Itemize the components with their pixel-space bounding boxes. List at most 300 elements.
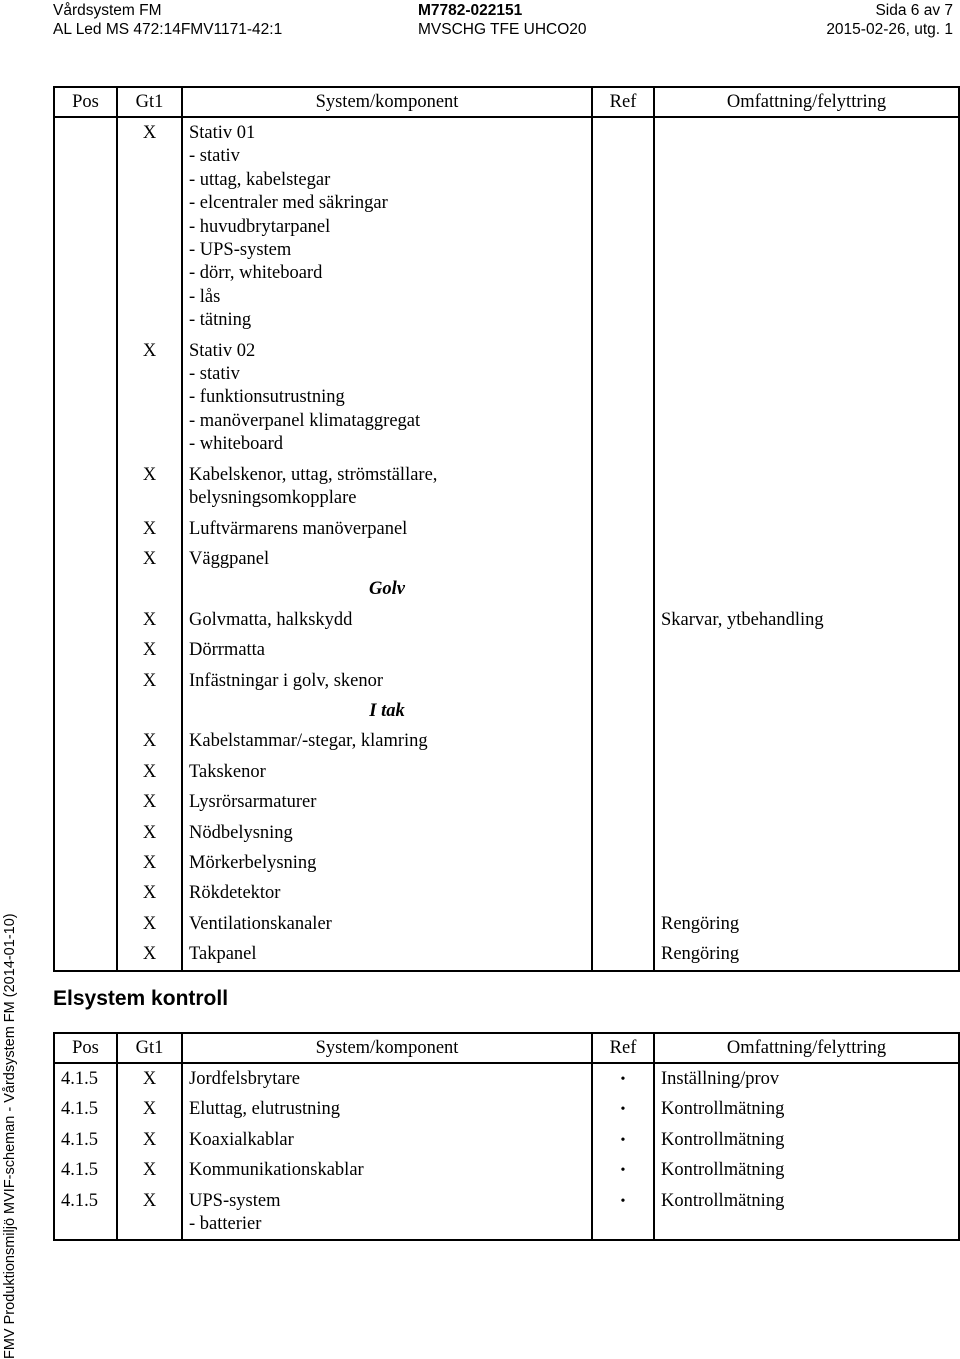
- section-title: Elsystem kontroll: [53, 987, 229, 1010]
- pos-value: 4.1.5: [61, 1129, 98, 1150]
- column-header-pos: Pos: [54, 87, 117, 117]
- pos-value: [61, 818, 116, 825]
- system-lines: [189, 757, 591, 787]
- gt1-mark: X: [142, 792, 157, 813]
- table-row: [54, 635, 959, 665]
- table-row: [54, 878, 959, 908]
- gt1-cell: [117, 848, 182, 878]
- pos-value: [61, 909, 116, 916]
- gt1-cell: [117, 574, 182, 604]
- system-component-line: Takskenor: [189, 761, 266, 782]
- ref-cell: [592, 514, 654, 544]
- column-header-gt1: Gt1: [117, 87, 182, 117]
- ref-cell: [592, 726, 654, 756]
- system-component-line: Jordfelsbrytare: [189, 1069, 300, 1089]
- system-component-line: - UPS-system: [189, 240, 292, 261]
- column-header-system: System/komponent: [182, 1033, 592, 1063]
- system-cell: [182, 1186, 592, 1241]
- system-cell: [182, 666, 592, 696]
- ref-cell: [592, 848, 654, 878]
- pos-cell: [54, 544, 117, 574]
- gt1-mark: X: [142, 464, 157, 485]
- table-header-row: [54, 87, 959, 117]
- gt1-cell: [117, 336, 182, 460]
- ref-bullet-icon: [593, 605, 653, 612]
- pos-value: 4.1.5: [61, 1069, 98, 1089]
- column-header-ref: Ref: [592, 87, 654, 117]
- omfattning-value: [661, 818, 958, 825]
- document-code: MVSCHG TFE UHCO20: [418, 21, 587, 38]
- gt1-cell: [117, 635, 182, 665]
- omfattning-cell: [654, 1186, 959, 1241]
- pos-cell: [54, 1186, 117, 1241]
- gt1-cell: [117, 514, 182, 544]
- column-header-omfattning: Omfattning/felyttring: [654, 1033, 959, 1063]
- omfattning-cell: [654, 818, 959, 848]
- ref-cell: [592, 460, 654, 514]
- omfattning-value: Rengöring: [661, 944, 740, 965]
- ref-cell: [592, 635, 654, 665]
- pos-value: [61, 544, 116, 551]
- gt1-mark: X: [142, 883, 157, 904]
- pos-value: [61, 848, 116, 855]
- pos-cell: [54, 635, 117, 665]
- omfattning-cell: [654, 336, 959, 460]
- system-component-line: Infästningar i golv, skenor: [189, 670, 384, 691]
- system-lines: [189, 514, 591, 544]
- system-cell: [182, 726, 592, 756]
- system-component-line: Kommunikationskablar: [189, 1160, 364, 1181]
- pos-value: [61, 878, 116, 885]
- system-component-line: Rökdetektor: [189, 883, 281, 904]
- section-heading: [182, 574, 592, 604]
- system-cell: [182, 818, 592, 848]
- system-cell: [182, 117, 592, 336]
- gt1-cell: [117, 460, 182, 514]
- omfattning-cell: [654, 909, 959, 939]
- system-lines: [189, 1155, 591, 1185]
- table-row: [54, 1155, 959, 1185]
- ref-bullet-icon: [593, 909, 653, 916]
- table-row: [54, 757, 959, 787]
- omfattning-cell: [654, 574, 959, 604]
- omfattning-cell: [654, 544, 959, 574]
- omfattning-value: [661, 726, 958, 733]
- pos-cell: [54, 848, 117, 878]
- pos-value: 4.1.5: [61, 1160, 98, 1181]
- column-header-omfattning: Omfattning/felyttring: [654, 87, 959, 117]
- table-row: [54, 544, 959, 574]
- system-cell: [182, 909, 592, 939]
- system-component-line: Kabelskenor, uttag, strömställare,: [189, 464, 438, 485]
- gt1-mark: X: [142, 1069, 157, 1089]
- ref-cell: [592, 1155, 654, 1185]
- gt1-mark: X: [142, 518, 157, 539]
- system-component-line: - whiteboard: [189, 434, 284, 455]
- omfattning-value: [661, 787, 958, 794]
- table-section-heading-row: [54, 696, 959, 726]
- pos-cell: [54, 787, 117, 817]
- gt1-cell: [117, 909, 182, 939]
- omfattning-cell: [654, 939, 959, 970]
- system-component-line: belysningsomkopplare: [189, 488, 357, 509]
- system-lines: [189, 878, 591, 908]
- maintenance-table-1: [53, 86, 960, 972]
- column-header-gt1: Gt1: [117, 1033, 182, 1063]
- omfattning-cell: [654, 1063, 959, 1094]
- table-row: [54, 666, 959, 696]
- gt1-cell: [117, 1186, 182, 1241]
- system-lines: [189, 939, 591, 969]
- omfattning-cell: [654, 1125, 959, 1155]
- system-lines: [189, 118, 591, 336]
- column-header-pos: Pos: [54, 1033, 117, 1063]
- system-component-line: Takpanel: [189, 944, 257, 965]
- gt1-cell: [117, 818, 182, 848]
- system-cell: [182, 787, 592, 817]
- table-row: [54, 514, 959, 544]
- pos-value: [61, 726, 116, 733]
- column-header-ref: Ref: [592, 1033, 654, 1063]
- system-component-line: - batterier: [189, 1214, 262, 1235]
- ref-cell: [592, 336, 654, 460]
- section-heading: [182, 696, 592, 726]
- omfattning-cell: [654, 726, 959, 756]
- system-lines: [189, 909, 591, 939]
- pos-cell: [54, 1063, 117, 1094]
- ref-bullet-icon: [593, 818, 653, 825]
- system-component-line: - manöverpanel klimataggregat: [189, 410, 421, 431]
- ref-bullet-icon: [593, 878, 653, 885]
- pos-cell: [54, 117, 117, 336]
- gt1-mark: X: [142, 852, 157, 873]
- system-component-line: Ventilationskanaler: [189, 913, 332, 934]
- pos-cell: [54, 1094, 117, 1124]
- pos-cell: [54, 1125, 117, 1155]
- ref-cell: [592, 1125, 654, 1155]
- system-lines: [189, 1094, 591, 1124]
- table-row: [54, 1186, 959, 1241]
- ref-bullet-icon: •: [620, 1132, 626, 1148]
- gt1-mark: X: [142, 670, 157, 691]
- omfattning-value: [661, 118, 958, 125]
- header-center: [418, 1, 587, 39]
- pos-cell: [54, 909, 117, 939]
- system-cell: [182, 1063, 592, 1094]
- system-component-line: Nödbelysning: [189, 822, 293, 843]
- omfattning-cell: [654, 1155, 959, 1185]
- omfattning-value: Kontrollmätning: [661, 1190, 785, 1211]
- ref-cell: [592, 117, 654, 336]
- pos-cell: [54, 574, 117, 604]
- system-lines: [189, 635, 591, 665]
- ref-cell: [592, 544, 654, 574]
- gt1-cell: [117, 544, 182, 574]
- pos-cell: [54, 666, 117, 696]
- pos-cell: [54, 336, 117, 460]
- document-number: M7782-022151: [418, 2, 523, 19]
- system-cell: [182, 635, 592, 665]
- column-header-system: System/komponent: [182, 87, 592, 117]
- omfattning-value: Kontrollmätning: [661, 1160, 785, 1181]
- ref-cell: [592, 909, 654, 939]
- table-header-row: [54, 1033, 959, 1063]
- ref-cell: [592, 574, 654, 604]
- gt1-cell: [117, 666, 182, 696]
- pos-value: [61, 635, 116, 642]
- pos-cell: [54, 878, 117, 908]
- omfattning-value: [661, 878, 958, 885]
- omfattning-cell: [654, 696, 959, 726]
- system-lines: [189, 336, 591, 460]
- ref-bullet-icon: [593, 787, 653, 794]
- gt1-mark: X: [142, 1129, 157, 1150]
- system-lines: [189, 726, 591, 756]
- table-section-heading-row: [54, 574, 959, 604]
- ref-bullet-icon: [593, 336, 653, 343]
- gt1-cell: [117, 117, 182, 336]
- system-component-line: Dörrmatta: [189, 640, 266, 661]
- omfattning-value: [661, 336, 958, 343]
- system-component-line: Stativ 02: [189, 340, 256, 361]
- ref-bullet-icon: [593, 666, 653, 673]
- omfattning-value: [661, 666, 958, 673]
- pos-value: [61, 460, 116, 467]
- gt1-cell: [117, 605, 182, 635]
- gt1-mark: X: [142, 1190, 157, 1211]
- ref-bullet-icon: •: [620, 1193, 626, 1209]
- pos-value: [61, 605, 116, 612]
- ref-cell: [592, 757, 654, 787]
- system-component-line: - tätning: [189, 310, 252, 331]
- system-component-line: - lås: [189, 286, 221, 307]
- system-lines: [189, 787, 591, 817]
- gt1-cell: [117, 696, 182, 726]
- side-margin-text: FMV Produktionsmiljö MVIF-scheman - Vårdsystem FM (2014-01-10): [2, 913, 18, 1359]
- ref-bullet-icon: [593, 939, 653, 946]
- gt1-mark: X: [142, 913, 157, 934]
- omfattning-value: Rengöring: [661, 913, 740, 934]
- pos-value: [61, 666, 116, 673]
- omfattning-value: [661, 757, 958, 764]
- omfattning-value: Kontrollmätning: [661, 1129, 785, 1150]
- system-component-line: - elcentraler med säkringar: [189, 193, 388, 214]
- gt1-mark: X: [142, 548, 157, 569]
- ref-bullet-icon: [593, 635, 653, 642]
- system-cell: [182, 757, 592, 787]
- omfattning-cell: [654, 514, 959, 544]
- gt1-cell: [117, 787, 182, 817]
- ref-cell: [592, 1063, 654, 1094]
- system-component-line: - stativ: [189, 364, 240, 385]
- omfattning-cell: [654, 787, 959, 817]
- document-system-name: Vårdsystem FM: [53, 2, 162, 19]
- section-heading-label: I tak: [369, 700, 405, 721]
- system-component-line: Koaxialkablar: [189, 1129, 294, 1150]
- system-lines: [189, 666, 591, 696]
- table-row: [54, 909, 959, 939]
- system-component-line: - huvudbrytarpanel: [189, 216, 331, 237]
- gt1-mark: X: [142, 731, 157, 752]
- system-cell: [182, 336, 592, 460]
- gt1-cell: [117, 939, 182, 970]
- ref-bullet-icon: [593, 514, 653, 521]
- system-component-line: Luftvärmarens manöverpanel: [189, 518, 408, 539]
- pos-value: [61, 939, 116, 946]
- gt1-cell: [117, 1125, 182, 1155]
- gt1-mark: X: [142, 1160, 157, 1181]
- page-number: Sida 6 av 7: [875, 2, 953, 19]
- omfattning-cell: [654, 848, 959, 878]
- omfattning-value: [661, 848, 958, 855]
- pos-cell: [54, 939, 117, 970]
- system-component-line: - stativ: [189, 146, 240, 167]
- gt1-mark: X: [142, 640, 157, 661]
- page-header: [53, 1, 953, 41]
- system-lines: [189, 1186, 591, 1240]
- pos-cell: [54, 726, 117, 756]
- ref-cell: [592, 787, 654, 817]
- ref-cell: [592, 939, 654, 970]
- system-component-line: Eluttag, elutrustning: [189, 1099, 341, 1120]
- table-row: [54, 787, 959, 817]
- ref-cell: [592, 818, 654, 848]
- gt1-cell: [117, 726, 182, 756]
- gt1-mark: X: [142, 123, 157, 143]
- ref-bullet-icon: [593, 460, 653, 467]
- system-cell: [182, 1125, 592, 1155]
- ref-bullet-icon: [593, 848, 653, 855]
- maintenance-table-2: [53, 1032, 960, 1241]
- system-component-line: UPS-system: [189, 1190, 281, 1211]
- system-cell: [182, 878, 592, 908]
- system-cell: [182, 605, 592, 635]
- ref-cell: [592, 666, 654, 696]
- system-component-line: - funktionsutrustning: [189, 387, 345, 408]
- gt1-cell: [117, 1063, 182, 1094]
- ref-cell: [592, 696, 654, 726]
- section-heading-label: Golv: [369, 579, 405, 600]
- system-component-line: Lysrörsarmaturer: [189, 792, 317, 813]
- document-reference: AL Led MS 472:14FMV1171-42:1: [53, 21, 283, 38]
- system-cell: [182, 514, 592, 544]
- system-cell: [182, 544, 592, 574]
- table-row: [54, 605, 959, 635]
- table-row: [54, 336, 959, 460]
- pos-value: [61, 787, 116, 794]
- omfattning-value: [661, 544, 958, 551]
- gt1-mark: X: [142, 761, 157, 782]
- system-lines: [189, 818, 591, 848]
- table-row: [54, 726, 959, 756]
- ref-bullet-icon: •: [620, 1163, 626, 1179]
- header-right: [826, 1, 953, 39]
- system-lines: [189, 848, 591, 878]
- gt1-cell: [117, 1155, 182, 1185]
- table-row: [54, 1063, 959, 1094]
- gt1-mark: X: [142, 822, 157, 843]
- table-row: [54, 818, 959, 848]
- system-component-line: Väggpanel: [189, 548, 270, 569]
- gt1-mark: X: [142, 609, 157, 630]
- system-cell: [182, 1094, 592, 1124]
- system-component-line: - dörr, whiteboard: [189, 263, 323, 284]
- table-row: [54, 1094, 959, 1124]
- gt1-cell: [117, 878, 182, 908]
- system-lines: [189, 605, 591, 635]
- ref-bullet-icon: [593, 726, 653, 733]
- table-row: [54, 117, 959, 336]
- system-component-line: - uttag, kabelstegar: [189, 169, 331, 190]
- pos-value: [61, 336, 116, 343]
- ref-bullet-icon: [593, 544, 653, 551]
- ref-cell: [592, 1094, 654, 1124]
- pos-value: [61, 118, 116, 125]
- ref-cell: [592, 605, 654, 635]
- omfattning-cell: [654, 635, 959, 665]
- ref-bullet-icon: •: [620, 1102, 626, 1118]
- gt1-mark: X: [142, 944, 157, 965]
- omfattning-value: [661, 514, 958, 521]
- omfattning-cell: [654, 878, 959, 908]
- system-lines: [189, 1064, 591, 1094]
- omfattning-cell: [654, 666, 959, 696]
- system-lines: [189, 544, 591, 574]
- table-row: [54, 1125, 959, 1155]
- system-component-line: Kabelstammar/-stegar, klamring: [189, 731, 428, 752]
- omfattning-value: [661, 635, 958, 642]
- system-component-line: Mörkerbelysning: [189, 852, 317, 873]
- omfattning-cell: [654, 757, 959, 787]
- pos-cell: [54, 1155, 117, 1185]
- pos-cell: [54, 818, 117, 848]
- pos-cell: [54, 605, 117, 635]
- ref-bullet-icon: [593, 118, 653, 125]
- omfattning-value: Kontrollmätning: [661, 1099, 785, 1120]
- pos-cell: [54, 460, 117, 514]
- ref-bullet-icon: [593, 757, 653, 764]
- pos-cell: [54, 514, 117, 544]
- system-cell: [182, 460, 592, 514]
- gt1-cell: [117, 757, 182, 787]
- omfattning-cell: [654, 117, 959, 336]
- pos-value: 4.1.5: [61, 1099, 98, 1120]
- gt1-mark: X: [142, 1099, 157, 1120]
- system-lines: [189, 460, 591, 514]
- document-date: 2015-02-26, utg. 1: [826, 21, 953, 38]
- omfattning-value: Skarvar, ytbehandling: [661, 609, 824, 630]
- pos-value: 4.1.5: [61, 1190, 98, 1211]
- table-row: [54, 848, 959, 878]
- gt1-mark: X: [142, 340, 157, 361]
- ref-cell: [592, 878, 654, 908]
- pos-value: [61, 514, 116, 521]
- header-left: [53, 1, 282, 39]
- system-lines: [189, 1125, 591, 1155]
- system-cell: [182, 1155, 592, 1185]
- gt1-cell: [117, 1094, 182, 1124]
- system-component-line: Stativ 01: [189, 123, 256, 143]
- system-cell: [182, 939, 592, 970]
- omfattning-cell: [654, 1094, 959, 1124]
- ref-bullet-icon: •: [620, 1072, 626, 1087]
- pos-cell: [54, 757, 117, 787]
- omfattning-value: [661, 460, 958, 467]
- ref-cell: [592, 1186, 654, 1241]
- omfattning-value: Inställning/prov: [661, 1069, 780, 1089]
- system-component-line: Golvmatta, halkskydd: [189, 609, 353, 630]
- omfattning-cell: [654, 460, 959, 514]
